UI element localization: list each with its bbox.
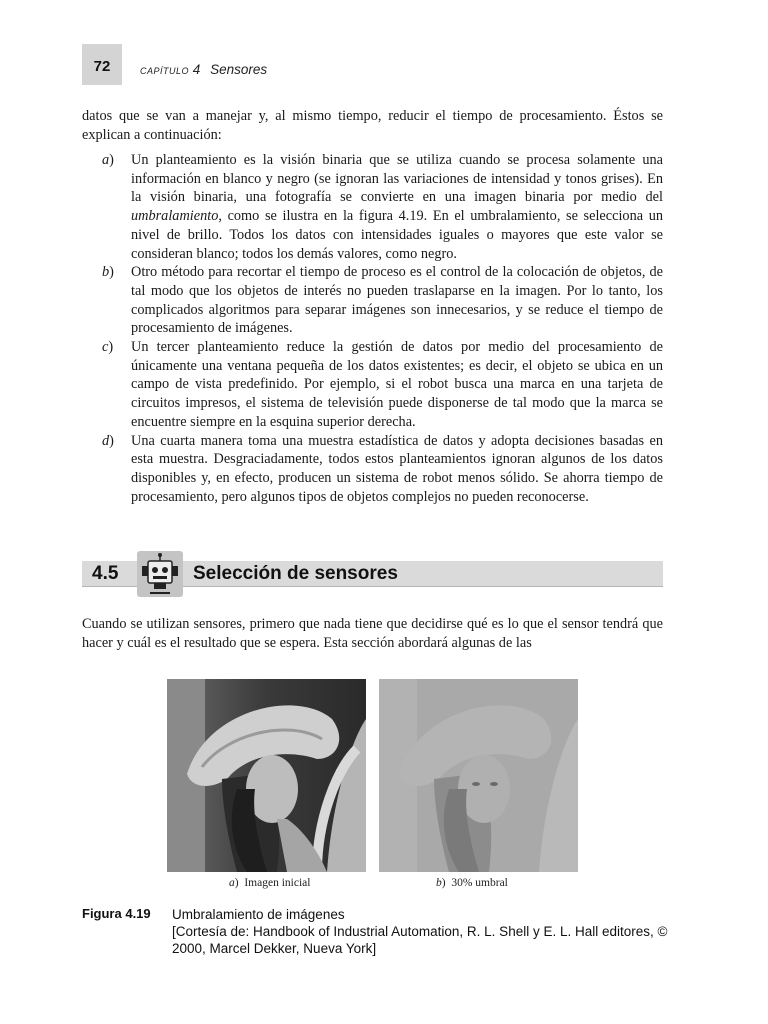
figure-caption-b: b) 30% umbral bbox=[436, 877, 508, 889]
figure-credit: [Cortesía de: Handbook of Industrial Automation, R. L. Shell y E. L. Hall editores, © 2000, Marcel Dekker, Nueva York] bbox=[172, 924, 668, 956]
chapter-word: CAPÍTULO bbox=[140, 66, 190, 76]
list-item: c) Un tercer planteamiento reduce la gestión de datos por medio del procesamiento de únicamente una ventana pequeña de los datos existentes; es decir, el objeto se ubica en un campo de vista predefinido. Por ejemplo, si el robot busca una marca en una tarjeta de circuitos impresos, el sistema de televisión puede disponerse de tal modo que la marca se encuentre siempre en la esquina superior derecha. bbox=[102, 339, 663, 430]
list-item: d) Una cuarta manera toma una muestra estadística de datos y adopta decisiones basadas en esta muestra. Desgraciadamente, todos estos planteamientos ignoran algunos de los datos disponibles y, en efecto, producen un sistema de robot menos sólido. Se ahorra tiempo de procesamiento, pero algunos tipos de objetos complejos no pueden reconocerse. bbox=[102, 432, 663, 505]
list-item: a) Un planteamiento es la visión binaria que se utiliza cuando se procesa solamente una información en blanco y negro (se ignoran las variaciones de intensidad y tonos grises). En la visión binaria, una fotografía se convierte en una imagen binaria por medio del umbralamiento, como se ilustra en la figura 4.19. En el umbralamiento, se selecciona un nivel de brillo. Todos los datos con intensidades iguales o mayores que este valor se consideran blanco; todos los demás valores, como negro. bbox=[102, 152, 663, 262]
figure-image-original bbox=[167, 679, 366, 872]
figure-label: Figura 4.19 bbox=[82, 906, 151, 921]
page-number: 72 bbox=[93, 58, 111, 75]
section-intro-paragraph: Cuando se utilizan sensores, primero que nada tiene que decidirse qué es lo que el sensor tendrá que hacer y cuál es el resultado que se espera. Esta sección abordará algunas de las bbox=[82, 616, 663, 651]
list-marker: d) bbox=[102, 432, 114, 449]
chapter-title: Sensores bbox=[210, 62, 268, 77]
section-number: 4.5 bbox=[92, 563, 119, 584]
chapter-number: 4 bbox=[192, 62, 201, 77]
list-marker: b) bbox=[102, 264, 114, 281]
emphasis-term: umbralamiento bbox=[131, 208, 219, 225]
list-marker: c) bbox=[102, 339, 114, 356]
approaches-list bbox=[82, 151, 663, 506]
figure-title: Umbralamiento de imágenes bbox=[172, 907, 345, 922]
figure-image-threshold bbox=[379, 679, 578, 872]
section-title: Selección de sensores bbox=[193, 563, 398, 584]
list-marker: a) bbox=[102, 152, 114, 168]
figure-caption bbox=[172, 906, 692, 957]
running-header bbox=[140, 62, 267, 77]
intro-paragraph: datos que se van a manejar y, al mismo tiempo, reducir el tiempo de procesamiento. Éstos se explican a continuación: bbox=[82, 108, 663, 143]
figure-caption-a: a) Imagen inicial bbox=[229, 877, 311, 889]
robot-icon bbox=[137, 551, 183, 597]
list-item: b) Otro método para recortar el tiempo de proceso es el control de la colocación de objetos, de tal modo que los objetos de interés no pueden traslaparse en la imagen. Por lo tanto, los complicados algoritmos para separar imágenes son innecesarios, y se reduce el tiempo de procesamiento de imágenes. bbox=[102, 264, 663, 337]
